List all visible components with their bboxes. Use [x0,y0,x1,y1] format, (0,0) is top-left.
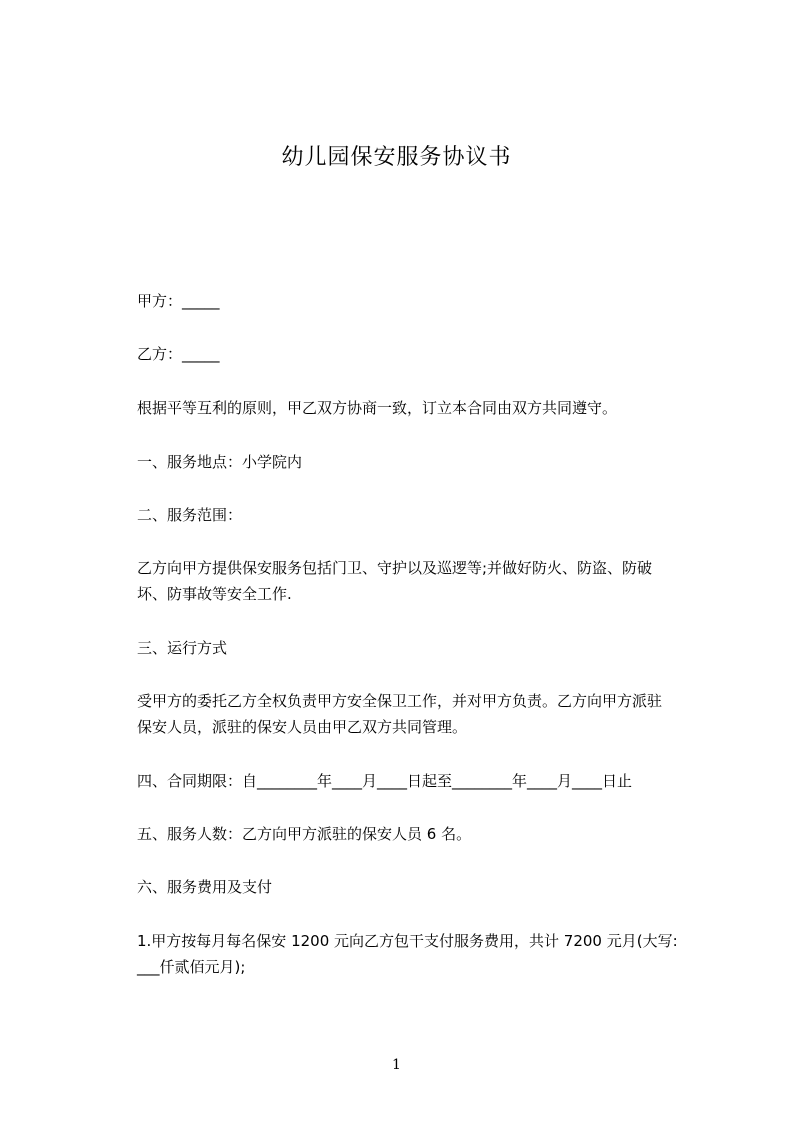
section-6-item-1-line-1: 1.甲方按每月每名保安 1200 元向乙方包干支付服务费用，共计 7200 元月(大写: [137,932,678,950]
section-4-line: 四、合同期限：自________年____月____日起至________年____月____日止 [137,772,633,790]
section-3-body-line-1: 受甲方的委托乙方全权负责甲方安全保卫工作，并对甲方负责。乙方向甲方派驻 [137,692,663,710]
preamble-paragraph: 根据平等互利的原则，甲乙双方协商一致，订立本合同由双方共同遵守。 [137,399,618,417]
page-number: 1 [392,1057,401,1073]
section-6-heading: 六、服务费用及支付 [137,878,273,896]
section-5-line: 五、服务人数：乙方向甲方派驻的保安人员 6 名。 [137,825,472,843]
document-title: 幼儿园保安服务协议书 [281,145,512,170]
section-1-heading: 一、服务地点：小学院内 [137,453,303,471]
section-6-item-1-line-2: ___仟贰佰元月); [137,958,246,976]
section-2-body-line-1: 乙方向甲方提供保安服务包括门卫、守护以及巡逻等;并做好防火、防盗、防破 [137,559,653,577]
party-b-line: 乙方：_____ [137,345,220,363]
section-3-heading: 三、运行方式 [137,639,228,657]
party-a-line: 甲方：_____ [137,292,220,310]
section-2-heading: 二、服务范围： [137,506,243,524]
section-3-body-line-2: 保安人员，派驻的保安人员由甲乙双方共同管理。 [137,718,468,736]
section-2-body-line-2: 坏、防事故等安全工作. [137,585,292,603]
